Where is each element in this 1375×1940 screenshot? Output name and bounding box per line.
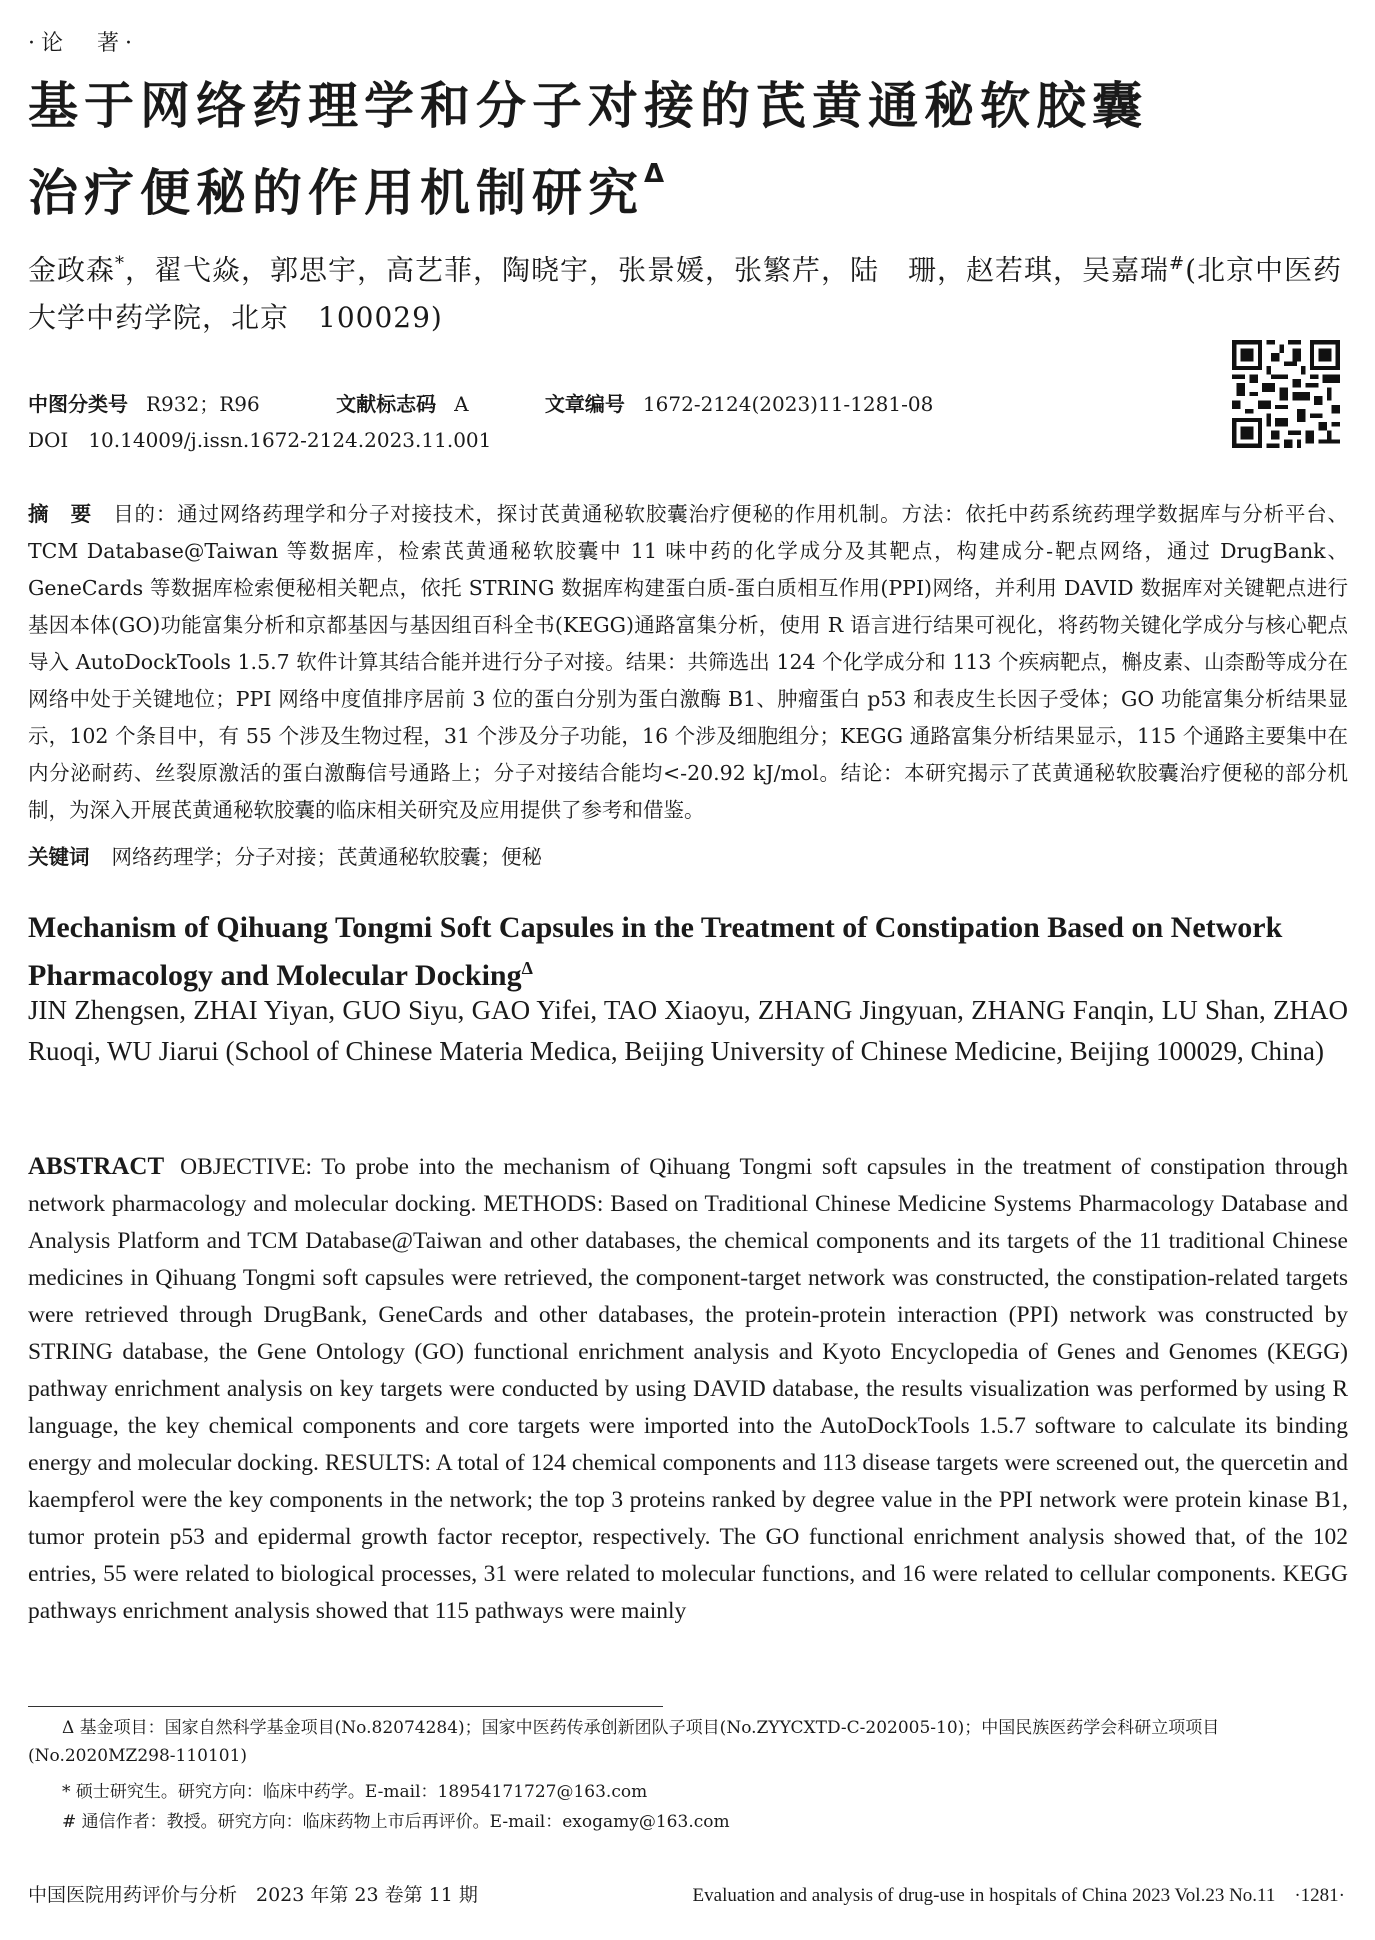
section-tag: ·论 著· xyxy=(28,31,138,56)
fund-mark: Δ xyxy=(644,159,665,189)
coauthors-cn: ，翟弋焱，郭思宇，高艺菲，陶晓宇，张景媛，张繁芹，陆 珊，赵若琪，吴嘉瑞 xyxy=(125,253,1170,287)
first-author-mark: * xyxy=(115,253,126,274)
footnote-divider xyxy=(28,1706,663,1707)
title-en-text: Mechanism of Qihuang Tongmi Soft Capsules in the Treatment of Constipation Based on Network Pharmacology and Molecular Docking xyxy=(28,911,1283,992)
doi-line: DOI 10.14009/j.issn.1672-2124.2023.11.001 xyxy=(28,428,492,452)
footnote-first-author: * 硕士研究生。研究方向：临床中药学。E-mail：18954171727@163.com xyxy=(62,1782,648,1802)
title-cn-line-2 xyxy=(28,140,1348,227)
doc-code-value: A xyxy=(454,392,469,416)
keywords-cn xyxy=(28,840,542,870)
first-author-cn: 金政森 xyxy=(28,253,116,287)
title-cn-line-1: 基于网络药理学和分子对接的芪黄通秘软胶囊 xyxy=(28,77,1148,135)
title-cn-line-2-text: 治疗便秘的作用机制研究 xyxy=(28,164,644,222)
qr-code-icon xyxy=(1232,340,1340,448)
title-en xyxy=(28,908,1348,996)
title-en-fund-mark: Δ xyxy=(521,958,533,978)
article-number-label: 文章编号 xyxy=(544,392,625,416)
keywords-cn-text: 网络药理学；分子对接；芪黄通秘软胶囊；便秘 xyxy=(111,845,542,869)
authors-en: JIN Zhengsen, ZHAI Yiyan, GUO Siyu, GAO Yifei, TAO Xiaoyu, ZHANG Jingyuan, ZHANG Fanqin, LU Shan, ZHAO Ruoqi, WU Jiarui (School of Chinese Materia Medica, Beijing University of Chinese Medicine, Beijing 100029, China) xyxy=(28,995,1348,1066)
article-number-value: 1672-2124(2023)11-1281-08 xyxy=(642,392,934,416)
abstract-en-text: OBJECTIVE: To probe into the mechanism of Qihuang Tongmi soft capsules in the treatment of constipation through network pharmacology and molecular docking. METHODS: Based on Traditional Chinese Medicine Systems Pharmacology Database and Analysis Platform and TCM Database@Taiwan and other databases, the chemical components and its targets of the 11 traditional Chinese medicines in Qihuang Tongmi soft capsules were retrieved, the component-target network was constructed, the constipation-related targets were retrieved through DrugBank, GeneCards and other databases, the protein-protein interaction (PPI) network was constructed by STRING database, the Gene Ontology (GO) functional enrichment analysis and Kyoto Encyclopedia of Genes and Genomes (KEGG) pathway enrichment analysis on key targets were conducted by using DAVID database, the results visualization was performed by using R language, the key chemical components and core targets were imported into the AutoDockTools 1.5.7 software to calculate its binding energy and molecular docking. RESULTS: A total of 124 chemical components and 113 disease targets were screened out, the quercetin and kaempferol were the key components in the network; the top 3 proteins ranked by degree value in the PPI network were protein kinase B1, tumor protein p53 and epidermal growth factor receptor, respectively. The GO functional enrichment analysis showed that, of the 102 entries, 55 were related to biological processes, 31 were related to molecular functions, and 16 were related to cellular components. KEGG pathways enrichment analysis showed that 115 pathways were mainly xyxy=(28,1154,1348,1624)
clc-label: 中图分类号 xyxy=(28,392,128,416)
authors-cn xyxy=(28,240,1348,342)
clc-value: R932；R96 xyxy=(146,392,260,416)
abstract-cn xyxy=(28,496,1348,829)
abstract-en xyxy=(28,1148,1348,1630)
abstract-cn-label: 摘 要 xyxy=(28,502,92,526)
keywords-cn-label: 关键词 xyxy=(28,845,90,869)
abstract-en-label: ABSTRACT xyxy=(28,1153,165,1180)
affiliation-cn: (北京中医药大学中药学院，北京 100029) xyxy=(28,253,1343,335)
footer-journal-en: Evaluation and analysis of drug-use in hospitals of China 2023 Vol.23 No.11 ·1281· xyxy=(692,1885,1345,1906)
corresponding-mark: # xyxy=(1169,253,1186,274)
doc-code-label: 文献标志码 xyxy=(336,392,437,416)
footnote-corresponding: # 通信作者：教授。研究方向：临床药物上市后再评价。E-mail：exogamy@163.com xyxy=(62,1812,730,1832)
classification-line xyxy=(28,388,933,417)
footer-journal-cn: 中国医院用药评价与分析 2023 年第 23 卷第 11 期 xyxy=(28,1884,478,1906)
footnote-fund: Δ 基金项目：国家自然科学基金项目(No.82074284)；国家中医药传承创新团队子项目(No.ZYYCXTD-C-202005-10)；中国民族医药学会科研立项项目(No.2020MZ298-110101) xyxy=(28,1718,1220,1766)
abstract-cn-text: 目的：通过网络药理学和分子对接技术，探讨芪黄通秘软胶囊治疗便秘的作用机制。方法：依托中药系统药理学数据库与分析平台、TCM Database@Taiwan 等数据库，检索芪黄通秘软胶囊中 11 味中药的化学成分及其靶点，构建成分-靶点网络，通过 DrugBank、GeneCards 等数据库检索便秘相关靶点，依托 STRING 数据库构建蛋白质-蛋白质相互作用(PPI)网络，并利用 DAVID 数据库对关键靶点进行基因本体(GO)功能富集分析和京都基因与基因组百科全书(KEGG)通路富集分析，使用 R 语言进行结果可视化，将药物关键化学成分与核心靶点导入 AutoDockTools 1.5.7 软件计算其结合能并进行分子对接。结果：共筛选出 124 个化学成分和 113 个疾病靶点，槲皮素、山柰酚等成分在网络中处于关键地位；PPI 网络中度值排序居前 3 位的蛋白分别为蛋白激酶 B1、肿瘤蛋白 p53 和表皮生长因子受体；GO 功能富集分析结果显示，102 个条目中，有 55 个涉及生物过程，31 个涉及分子功能，16 个涉及细胞组分；KEGG 通路富集分析结果显示，115 个通路主要集中在内分泌耐药、丝裂原激活的蛋白激酶信号通路上；分子对接结合能均<-20.92 kJ/mol。结论：本研究揭示了芪黄通秘软胶囊治疗便秘的部分机制，为深入开展芪黄通秘软胶囊的临床相关研究及应用提供了参考和借鉴。 xyxy=(28,502,1349,822)
